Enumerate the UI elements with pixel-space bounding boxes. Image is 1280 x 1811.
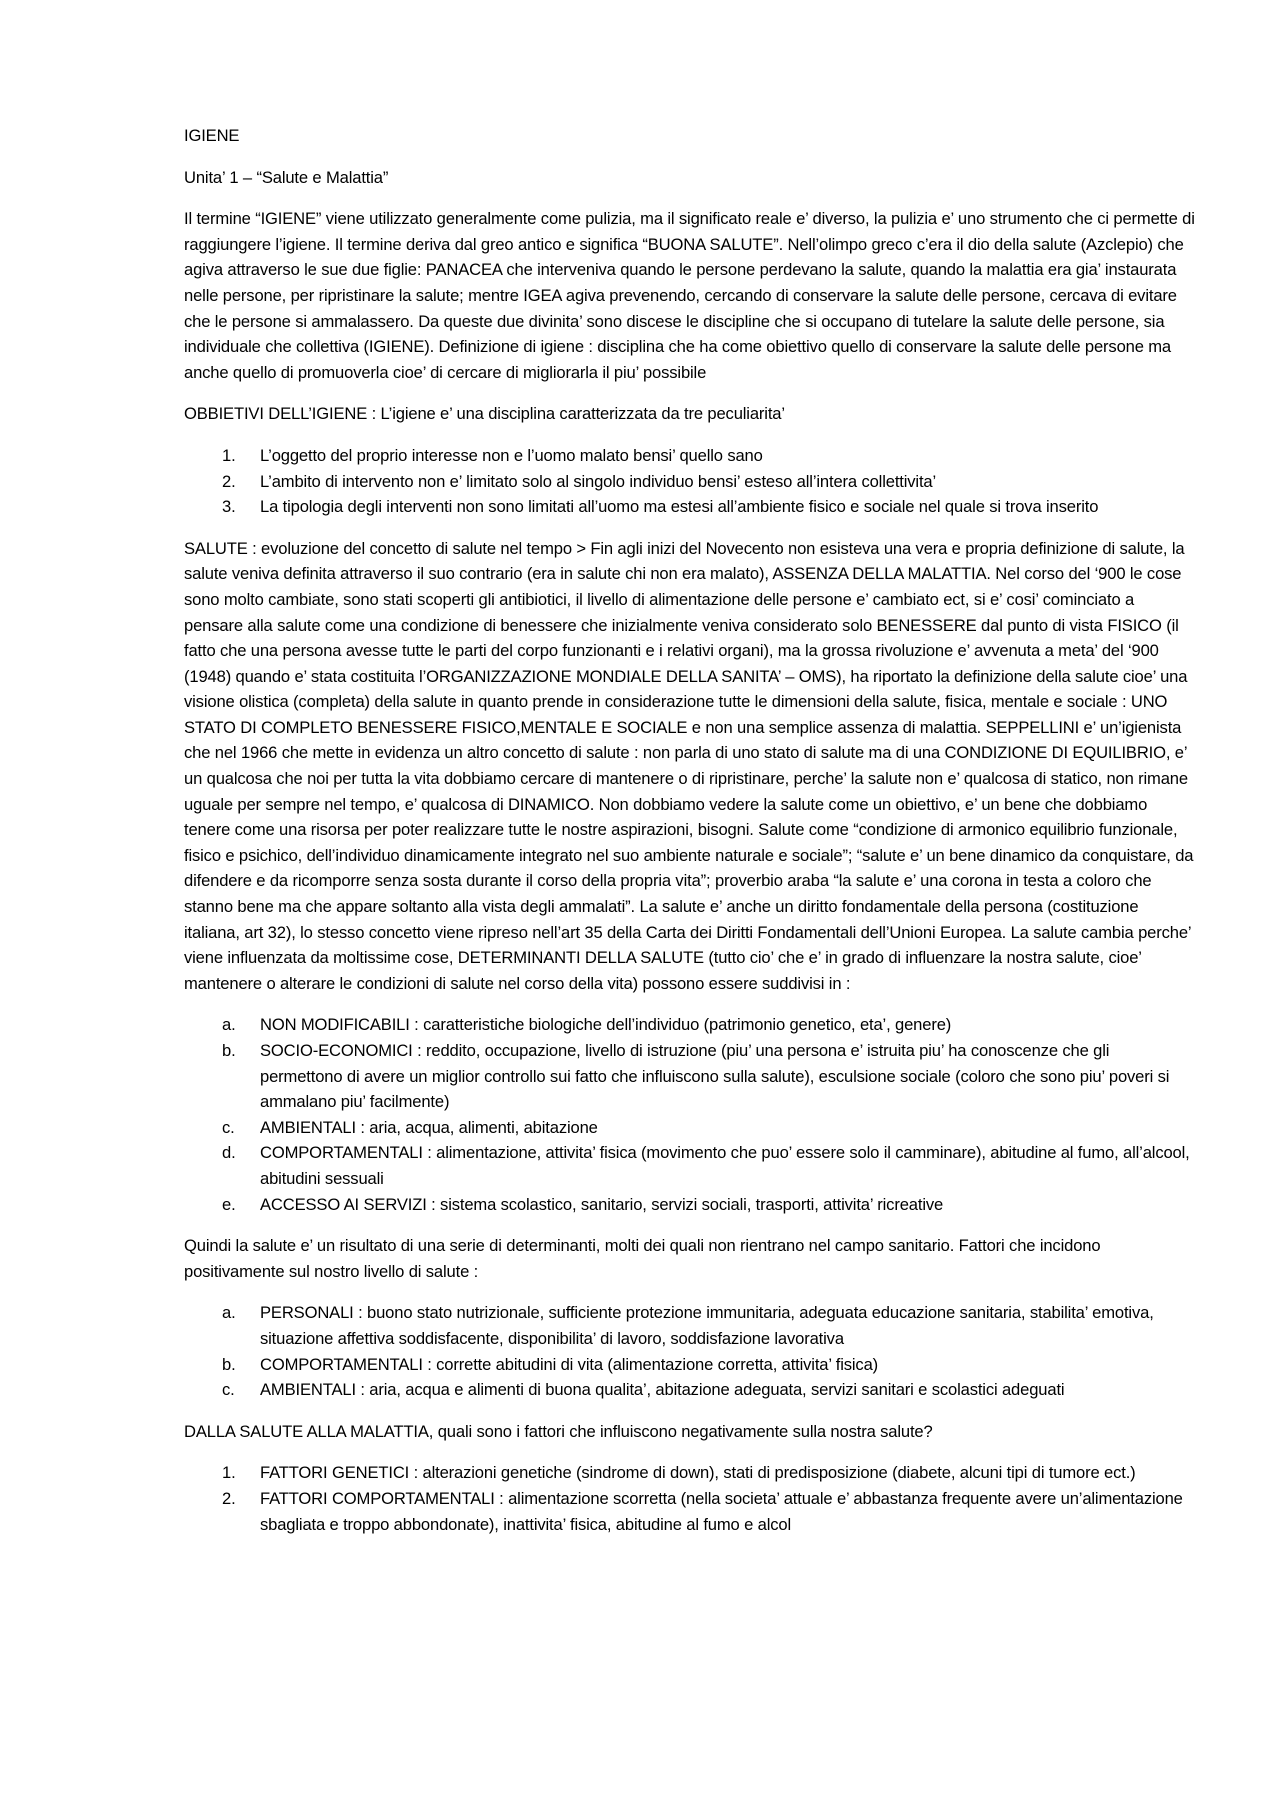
- document-body: [184, 123, 1196, 1553]
- paragraph-obiettivi: OBBIETIVI DELL’IGIENE : L’igiene e’ una disciplina caratterizzata da tre peculiarita’: [184, 404, 785, 424]
- list-item-text: La tipologia degli interventi non sono limitati all’uomo ma estesi all’ambiente fisico e sociale nel quale si trova inserito: [260, 497, 1099, 517]
- list-marker: c.: [222, 1380, 235, 1400]
- list-determinanti: [184, 1012, 1196, 1217]
- list-marker: a.: [222, 1015, 236, 1035]
- list-peculiarita: [184, 443, 1196, 520]
- list-marker: 1.: [222, 1463, 236, 1483]
- paragraph-salute-malattia: DALLA SALUTE ALLA MALATTIA, quali sono i fattori che influiscono negativamente sulla nostra salute?: [184, 1421, 933, 1441]
- list-item: [184, 1460, 1196, 1486]
- list-marker: c.: [222, 1117, 235, 1137]
- list-item-text: L’oggetto del proprio interesse non e l’uomo malato bensi’ quello sano: [260, 445, 763, 465]
- list-item-text: SOCIO-ECONOMICI : reddito, occupazione, livello di istruzione (piu’ una persona e’ istruita piu’ ha conoscenze che gli permettono di avere un miglior controllo sui fatto che influiscono sulla salute), esculsione sociale (coloro che sono piu’ poveri si ammalano piu’ facilmente): [260, 1041, 1170, 1112]
- list-item-text: L’ambito di intervento non e’ limitato solo al singolo individuo bensi’ esteso all’intera collettivita’: [260, 471, 937, 491]
- list-item: [184, 1140, 1196, 1191]
- list-marker: 2.: [222, 1488, 236, 1508]
- list-marker: b.: [222, 1041, 236, 1060]
- list-item: [184, 1115, 1196, 1141]
- list-marker: 3.: [222, 497, 236, 517]
- list-item: [184, 469, 1196, 495]
- list-item-text: COMPORTAMENTALI : alimentazione, attivita’ fisica (movimento che puo’ essere solo il camminare), abitudine al fumo, all’alcool, abitudini sessuali: [260, 1143, 1190, 1188]
- list-item-text: FATTORI GENETICI : alterazioni genetiche (sindrome di down), stati di predisposizione (diabete, alcuni tipi di tumore ect.): [260, 1463, 1136, 1483]
- list-item: [184, 1486, 1196, 1537]
- list-item: [184, 494, 1196, 520]
- list-marker: d.: [222, 1143, 236, 1163]
- list-item-text: AMBIENTALI : aria, acqua e alimenti di buona qualita’, abitazione adeguata, servizi sanitari e scolastici adeguati: [260, 1380, 1065, 1400]
- list-item: [184, 1352, 1196, 1378]
- list-item-text: NON MODIFICABILI : caratteristiche biologiche dell’individuo (patrimonio genetico, eta’, genere): [260, 1015, 952, 1035]
- list-item-text: PERSONALI : buono stato nutrizionale, sufficiente protezione immunitaria, adeguata educazione sanitaria, stabilita’ emotiva, situazione affettiva soddisfacente, disponibilita’ di lavoro, soddisfazione lavorativa: [260, 1303, 1154, 1348]
- list-item: [184, 1377, 1196, 1403]
- list-item: [184, 1012, 1196, 1038]
- paragraph-salute: SALUTE : evoluzione del concetto di salute nel tempo > Fin agli inizi del Novecento non esisteva una vera e propria definizione di salute, la salute veniva definita attraverso il suo contrario (era in salute chi non era malato), ASSENZA DELLA MALATTIA. Nel corso del ‘900 le cose sono molto cambiate, sono stati scoperti gli antibiotici, il livello di alimentazione delle persone e’ cambiato ect, si e’ cosi’ cominciato a pensare alla salute come una condizione di benessere che inizialmente veniva considerato solo BENESSERE dal punto di vista FISICO (il fatto che una persona avesse tutte le parti del corpo funzionanti e i relativi organi), ma la grossa rivoluzione e’ avvenuta a meta’ del ‘900 (1948) quando e’ stata costituita l’ORGANIZZAZIONE MONDIALE DELLA SANITA’ – OMS), ha riportato la definizione della salute cioe’ una visione olistica (completa) della salute in quanto prende in considerazione tutte le dimensioni della salute, fisica, mentale e sociale : UNO STATO DI COMPLETO BENESSERE FISICO,MENTALE E SOCIALE e non una semplice assenza di malattia. SEPPELLINI e’ un’igienista che nel 1966 che mette in evidenza un altro concetto di salute : non parla di uno stato di salute ma di una CONDIZIONE DI EQUILIBRIO, e’ un qualcosa che noi per tutta la vita dobbiamo cercare di mantenere o di ripristinare, perche’ la salute non e’ qualcosa di statico, non rimane uguale per sempre nel tempo, e’ qualcosa di DINAMICO. Non dobbiamo vedere la salute come un obiettivo, e’ un bene che dobbiamo tenere come una risorsa per poter realizzare tutte le nostre aspirazioni, bisogni. Salute come “condizione di armonico equilibrio funzionale, fisico e psichico, dell’individuo dinamicamente integrato nel suo ambiente naturale e sociale”; “salute e’ un bene dinamico da conquistare, da difendere e da ricomporre senza sosta durante il corso della propria vita”; proverbio araba “la salute e’ una corona in testa a coloro che stanno bene ma che appare soltanto alla vista degli ammalati”. La salute e’ anche un diritto fondamentale della persona (costituzione italiana, art 32), lo stesso concetto viene ripreso nell’art 35 della Carta dei Diritti Fondamentali dell’Unioni Europea. La salute cambia perche’ viene influenzata da moltissime cose, DETERMINANTI DELLA SALUTE (tutto cio’ che e’ in grado di influenzare la nostra salute, cioe’ mantenere o alterare le condizioni di salute nel corso della vita) possono essere suddivisi in :: [184, 538, 1194, 993]
- list-item-text: COMPORTAMENTALI : corrette abitudini di vita (alimentazione corretta, attivita’ fisica): [260, 1354, 879, 1374]
- list-marker: 1.: [222, 445, 236, 465]
- list-fattori-positivi: [184, 1300, 1196, 1402]
- list-item: [184, 1192, 1196, 1218]
- list-item-text: AMBIENTALI : aria, acqua, alimenti, abitazione: [260, 1117, 598, 1137]
- paragraph-fattori-positivi: Quindi la salute e’ un risultato di una serie di determinanti, molti dei quali non rientrano nel campo sanitario. Fattori che incidono positivamente sul nostro livello di salute :: [184, 1236, 1101, 1281]
- list-item-text: ACCESSO AI SERVIZI : sistema scolastico, sanitario, servizi sociali, trasporti, attivita’ ricreative: [260, 1194, 944, 1214]
- list-fattori-negativi: [184, 1460, 1196, 1537]
- list-item: [184, 1038, 1196, 1115]
- list-item: [184, 443, 1196, 469]
- list-marker: 2.: [222, 471, 236, 491]
- list-marker: e.: [222, 1194, 236, 1214]
- list-item: [184, 1300, 1196, 1351]
- document-heading: IGIENE: [184, 126, 240, 145]
- list-marker: b.: [222, 1354, 236, 1374]
- unit-title: Unita’ 1 – “Salute e Malattia”: [184, 167, 389, 187]
- list-marker: a.: [222, 1303, 236, 1323]
- paragraph-igiene-definition: Il termine “IGIENE” viene utilizzato generalmente come pulizia, ma il significato reale e’ diverso, la pulizia e’ uno strumento che ci permette di raggiungere l’igiene. Il termine deriva dal greo antico e significa “BUONA SALUTE”. Nell’olimpo greco c’era il dio della salute (Azclepio) che agiva attraverso le sue due figlie: PANACEA che interveniva quando le persone perdevano la salute, quando la malattia era gia’ instaurata nelle persone, per ripristinare la salute; mentre IGEA agiva prevenendo, cercando di conservare la salute delle persone, cercava di evitare che le persone si ammalassero. Da queste due divinita’ sono discese le discipline che si occupano di tutelare la salute delle persone, sia individuale che collettiva (IGIENE). Definizione di igiene : disciplina che ha come obiettivo quello di conservare la salute delle persone ma anche quello di promuoverla cioe’ di cercare di migliorarla il piu’ possibile: [184, 209, 1195, 382]
- list-item-text: FATTORI COMPORTAMENTALI : alimentazione scorretta (nella societa’ attuale e’ abbastanza frequente avere un’alimentazione sbagliata e troppo abbondonate), inattivita’ fisica, abitudine al fumo e alcol: [260, 1488, 1183, 1534]
